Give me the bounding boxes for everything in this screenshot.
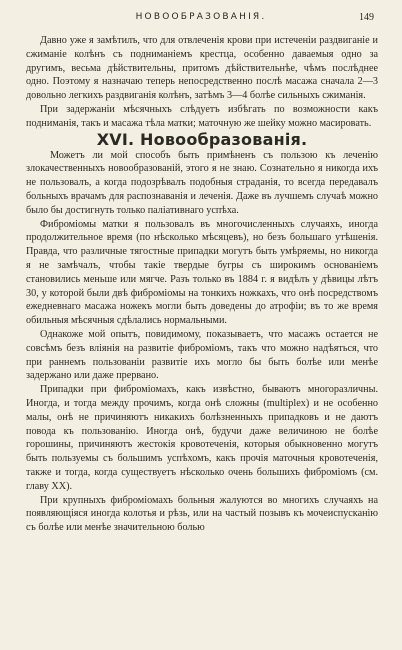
paragraph: Припадки при фибромiомахъ, какъ извѣстно, бываютъ многоразличны. Иногда, и тогда между прочимъ, когда онѣ сложны (multiplex) и не особенно малы, онѣ не причиняютъ никакихъ болѣзненныхъ припадковъ и не даютъ повода къ пользованію. Иногда онѣ, будучи даже величиною не болѣе горошины, причиняютъ жестокія кровотеченія, которыя обыкновенно могутъ быть пользуемы съ большимъ успѣхомъ, какъ прочія маточныя кровотеченія, также и тогда, когда существуетъ нѣсколько очень большихъ фибромiомъ (см. главу XX). xyxy=(26,384,378,492)
paragraph: Однакоже мой опытъ, повидимому, показываетъ, что масажъ остается не совсѣмъ безъ вліянія на развитіе фибромiомъ, такъ что можно надѣяться, что при раннемъ пользованіи развитіе ихъ могло бы быть болѣе или менѣе задержано или даже прервано. xyxy=(26,328,378,382)
paragraph: Можетъ ли мой способъ быть примѣненъ съ пользою къ леченію злокачественныхъ новообразованій, этого я не знаю. Сознательно я никогда ихъ не пользовалъ, а когда подозрѣвалъ подобныя страданія, то всегда передавалъ больныхъ врачамъ для распознаванія и леченія. Даже въ лучшемъ случаѣ можно было бы достигнуть только паліативнаго успѣха. xyxy=(26,149,378,216)
paragraph: Давно уже я замѣтилъ, что для отвлеченія крови при истеченіи раздвиганіе и сжиманіе колѣнъ съ подниманіемъ крестца, особенно даваемыя одно за другимъ, весьма дѣйствительны, притомъ дѣйствительнѣе, чѣмъ послѣднее одно. Поэтому я назначаю теперь непосредственно послѣ масажа сначала 2—3 довольно легкихъ раздвиганія колѣнъ, затѣмъ 3—4 болѣе сильныхъ сжиманія. xyxy=(26,35,378,102)
section-body xyxy=(26,149,378,535)
page-number: 149 xyxy=(359,12,374,23)
paragraph: При задержаніи мѣсячныхъ слѣдуетъ избѣгать по возможности какъ подниманія, такъ и масажа тѣла матки; маточную же шейку можно масировать. xyxy=(26,103,378,129)
paragraph: При крупныхъ фибромiомахъ больныя жалуются во многихъ случаяхъ на появляющіяся иногда колотья и рѣзь, или на частый позывъ къ мочеиспусканію съ болѣе или менѣе значительною болью xyxy=(26,494,378,534)
body-text xyxy=(26,34,378,535)
paragraph: Фибромiомы матки я пользовалъ въ многочисленныхъ случаяхъ, иногда продолжительное время (по нѣсколько мѣсяцевъ), но безъ большаго утѣшенія. Правда, что различные тягостные припадки могутъ быть умѣряемы, но никогда я не замѣчалъ, чтобы такіе твердые бугры съ широкимъ основаніемъ становились меньше или мягче. Разъ только въ 1884 г. я видѣлъ у дѣвицы лѣтъ 30, у которой были двѣ фибромiомы на тонкихъ ножкахъ, что онѣ посредствомъ ежедневнаго масажа ножекъ могли быть доведены до атрофіи; въ то же время обильныя мѣсячныя сдѣлались нормальными. xyxy=(26,218,378,327)
running-title: НОВООБРАЗОВАНІЯ. xyxy=(135,12,267,22)
running-head xyxy=(0,12,402,26)
section-title: XVI. Новообразованія. xyxy=(96,129,308,149)
